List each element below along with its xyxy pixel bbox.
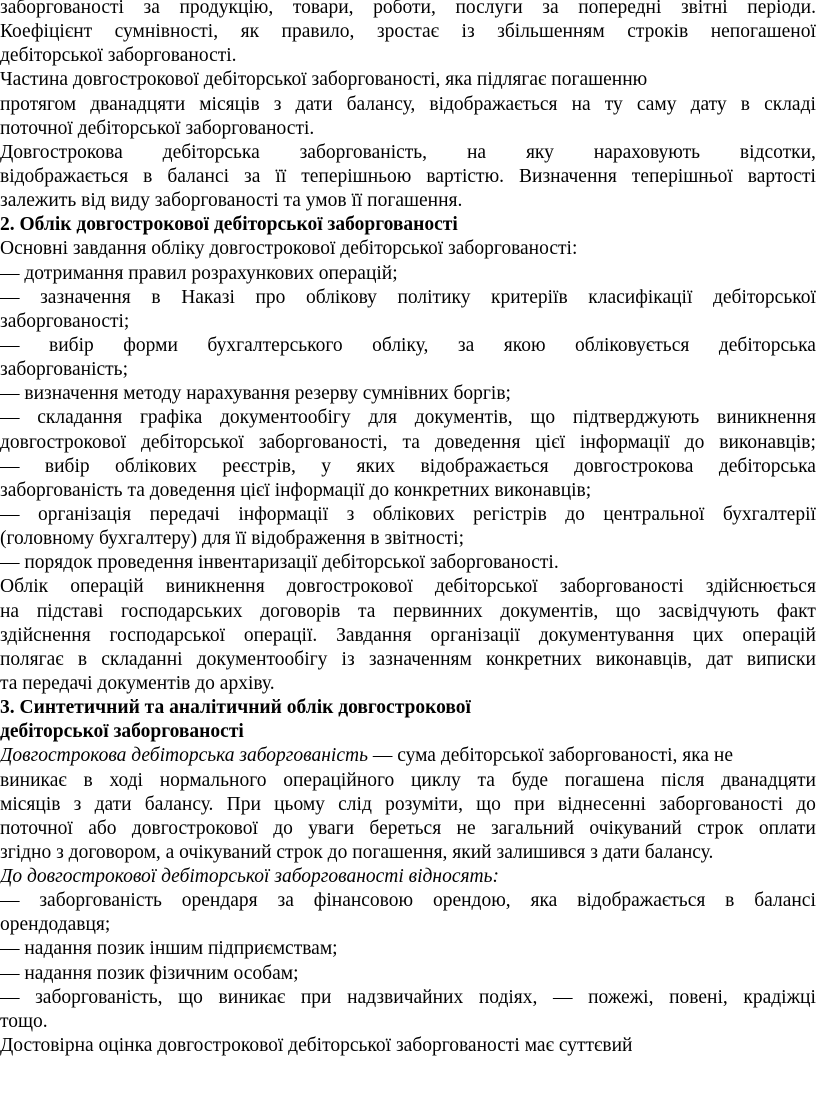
text-line: Частина довгострокової дебіторської заборгованості, яка підлягає погашенню xyxy=(0,69,648,91)
text-line: Достовірна оцінка довгострокової дебіторської заборгованості має суттєвий xyxy=(0,1035,633,1057)
text-line: заборгованості за продукцію, товари, роботи, послуги за попередні звітні періоди. xyxy=(0,0,816,18)
text-line: (головному бухгалтеру) для її відображення в звітності; xyxy=(0,528,465,550)
text-line: дебіторської заборгованості. xyxy=(0,45,237,67)
text-line: Облік операцій виникнення довгострокової дебіторської заборгованості здійснюється xyxy=(0,576,816,598)
text-line: — організація передачі інформації з облікових регістрів до центральної бухгалтерії xyxy=(0,503,816,525)
text-line: — дотримання правил розрахункових операцій; xyxy=(0,262,398,284)
text-line: — заборгованість орендаря за фінансовою орендою, яка відображається в балансі xyxy=(0,890,816,912)
text-line: залежить від виду заборгованості та умов її погашення. xyxy=(0,190,463,212)
italic-term: Довгострокова дебіторська заборгованість xyxy=(0,745,368,767)
text-line: — складання графіка документообігу для документів, що підтверджують виникнення xyxy=(0,407,816,429)
text-line: полягає в складанні документообігу із зазначенням конкретних виконавців, дат виписки xyxy=(0,648,816,670)
text-line: згідно з договором, а очікуваний строк до погашення, який залишився з дати балансу. xyxy=(0,841,714,863)
text-line: заборгованість та доведення цієї інформації до конкретних виконавців; xyxy=(0,479,592,501)
text-line: До довгострокової дебіторської заборгованості відносять: xyxy=(0,866,499,888)
text-line: протягом дванадцяти місяців з дати балансу, відображається на ту саму дату в складі xyxy=(0,93,816,115)
text-line: відображається в балансі за її теперішньою вартістю. Визначення теперішньої вартості xyxy=(0,165,816,187)
text-line: на підставі господарських договорів та первинних документів, що засвідчують факт xyxy=(0,600,816,622)
text-line: поточної дебіторської заборгованості. xyxy=(0,117,315,139)
text-line: — заборгованість, що виникає при надзвичайних подіях, — пожежі, повені, крадіжці xyxy=(0,986,816,1008)
text-line: здійснення господарської операції. Завдання організації документування цих операцій xyxy=(0,624,816,646)
text-line: орендодавця; xyxy=(0,914,111,936)
definition-text: — сума дебіторської заборгованості, яка не xyxy=(367,745,734,767)
text-line: місяців з дати балансу. При цьому слід розуміти, що при віднесенні заборгованості до xyxy=(0,793,816,815)
text-line: — вибір облікових реєстрів, у яких відображається довгострокова дебіторська xyxy=(0,455,816,477)
text-line: поточної або довгострокової до уваги береться не загальний очікуваний строк оплати xyxy=(0,817,816,839)
text-line: заборгованості; xyxy=(0,310,130,332)
text-line: Коефіцієнт сумнівності, як правило, зростає із збільшенням строків непогашеної xyxy=(0,21,816,43)
text-line: — надання позик іншим підприємствам; xyxy=(0,938,338,960)
text-line: — порядок проведення інвентаризації дебіторської заборгованості. xyxy=(0,552,559,574)
text-line: довгострокової дебіторської заборгованості, та доведення цієї інформації до виконавців; xyxy=(0,431,816,453)
text-line: заборгованість; xyxy=(0,359,128,381)
text-line xyxy=(0,744,816,768)
text-line: — надання позик фізичним особам; xyxy=(0,962,299,984)
text-line: — зазначення в Наказі про облікову політику критеріїв класифікації дебіторської xyxy=(0,286,816,308)
text-line: Основні завдання обліку довгострокової дебіторської заборгованості: xyxy=(0,238,578,260)
text-line: виникає в ході нормального операційного циклу та буде погашена після дванадцяти xyxy=(0,769,816,791)
section-heading: дебіторської заборгованості xyxy=(0,721,244,743)
text-line: Довгострокова дебіторська заборгованість, на яку нараховують відсотки, xyxy=(0,141,816,163)
section-heading: 3. Синтетичний та аналітичний облік довгострокової xyxy=(0,697,471,719)
text-line: — визначення методу нарахування резерву сумнівних боргів; xyxy=(0,383,511,405)
text-line: тощо. xyxy=(0,1010,48,1032)
text-line: та передачі документів до архіву. xyxy=(0,672,275,694)
section-heading: 2. Облік довгострокової дебіторської заборгованості xyxy=(0,214,458,236)
text-line: — вибір форми бухгалтерського обліку, за якою обліковується дебіторська xyxy=(0,334,816,356)
